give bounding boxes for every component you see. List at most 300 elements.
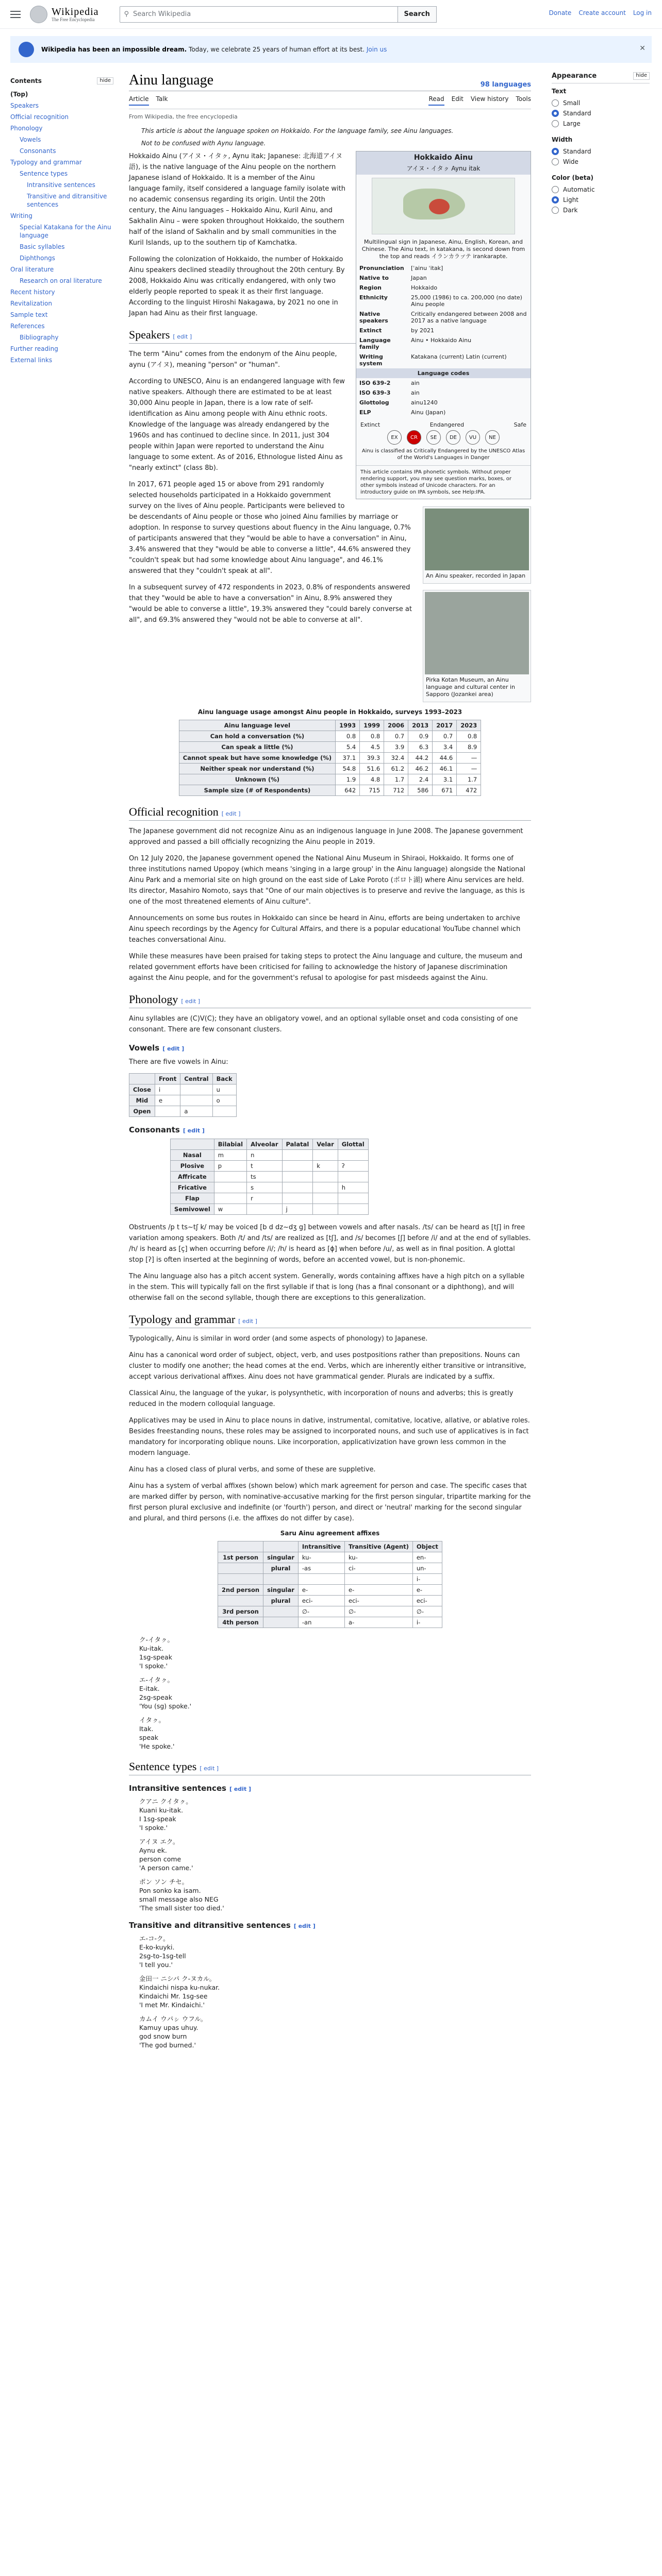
tab[interactable]: Tools: [516, 95, 531, 103]
hatnote: Not to be confused with Aynu language.: [141, 140, 266, 147]
row-header: Can hold a conversation (%): [179, 731, 335, 742]
edit-link[interactable]: [ edit ]: [173, 333, 192, 340]
banner-bold: Wikipedia has been an impossible dream.: [41, 46, 187, 53]
radio-icon[interactable]: [552, 158, 559, 165]
table-cell: 3.9: [384, 742, 408, 753]
gloss-line: small message also NEG: [139, 1895, 219, 1903]
example-glosses: [129, 1797, 531, 1912]
table-header-row: [179, 720, 481, 731]
scale-label: Safe: [514, 421, 526, 428]
table-cell: 5.4: [336, 742, 360, 753]
language-codes-header: Language codes: [356, 368, 531, 378]
infobox-row: [356, 378, 531, 388]
page-tabs: [129, 95, 531, 109]
banner-text: Today, we celebrate 25 years of human effort at its best.: [189, 46, 365, 53]
search-placeholder: Search Wikipedia: [133, 10, 191, 18]
paragraph: Ainu has a system of verbal affixes (shown below) which mark agreement for person and case. The specific cases that are marked differ by person, with nominative-accusative marking for the first person singular, tripartite marking for the first person plural exclusive and indefinite (or 'fourth') person, and direct or 'neutral' marking for the second singular and plural, and third persons (i.e. the affixes do not differ by case).: [129, 1482, 531, 1522]
table-cell: ∅-: [345, 1606, 413, 1617]
section-heading: [129, 1313, 531, 1328]
search-button[interactable]: Search: [398, 6, 437, 23]
toc-item[interactable]: Sentence types: [20, 170, 68, 177]
thumbnail[interactable]: [423, 590, 531, 702]
tab[interactable]: Edit: [451, 95, 464, 103]
table-row: [179, 753, 481, 764]
row-header: 4th person: [218, 1617, 263, 1628]
table-cell: 1.7: [384, 774, 408, 785]
toc-item[interactable]: Further reading: [10, 345, 58, 352]
infobox-row: [356, 352, 531, 368]
table-cell: t: [247, 1161, 282, 1172]
heading-text: Consonants: [129, 1125, 180, 1134]
gloss-line: 'I spoke.': [139, 1824, 168, 1832]
table-cell: n: [247, 1150, 282, 1161]
table-cell: [282, 1182, 313, 1193]
toc-item[interactable]: Oral literature: [10, 266, 54, 273]
table-row: [179, 764, 481, 774]
infobox-row: [356, 335, 531, 352]
column-header: Back: [212, 1074, 236, 1084]
survey-table: [179, 720, 481, 796]
table-cell: u: [212, 1084, 236, 1095]
table-cell: a-: [345, 1617, 413, 1628]
gloss-line: 金田一 ニシパ ク-ヌカル。: [139, 1975, 216, 1982]
gloss-line: 2sg-to-1sg-tell: [139, 1952, 186, 1960]
table-cell: i-: [412, 1617, 442, 1628]
column-header: [218, 1541, 263, 1552]
infobox-row: [356, 273, 531, 283]
search-input[interactable]: [120, 6, 398, 23]
table-cell: r: [247, 1193, 282, 1204]
ipa-notice: This article contains IPA phonetic symbols. Without proper rendering support, you may see question marks, boxes, or other symbols instead of Unicode characters. For an introductory guide on IPA symbols, see Help:IPA.: [356, 465, 531, 499]
gloss-line: Itak.: [139, 1725, 154, 1733]
toc-hide-button[interactable]: hide: [97, 77, 113, 84]
appearance-option[interactable]: [552, 195, 650, 205]
table-cell: w: [214, 1204, 246, 1215]
gloss-line: 2sg-speak: [139, 1693, 172, 1701]
header-link[interactable]: Create account: [578, 9, 626, 16]
appearance-option[interactable]: [552, 146, 650, 157]
gloss-line: Kuani ku-itak.: [139, 1806, 184, 1814]
infobox-key: Region: [359, 284, 382, 291]
infobox-value: Ainu (Japan): [411, 409, 446, 416]
gloss-example: [139, 2014, 531, 2049]
gloss-example: [139, 1716, 531, 1751]
radio-icon[interactable]: [552, 186, 559, 193]
paragraph: On 12 July 2020, the Japanese government opened the National Ainu Museum in Shiraoi, Hokkaido. It forms one of three institutions named Upopoy (which means 'singing in a large group' in the Ainu language) alongside the National Ainu Park and a memorial site on high ground on the east side of Lake Poroto (ポロト湖) where Ainu services are held. Its director, Masahiro Nomoto, says that "One of our main objectives is to preserve and revive the language, as this is one of the most threatened elements of Ainu culture".: [129, 855, 525, 906]
language-button[interactable]: 98 languages: [480, 81, 531, 89]
infobox-value: Hokkaido: [411, 284, 438, 291]
infobox-value: Katakana (current) Latin (current): [411, 353, 507, 360]
tab[interactable]: Talk: [156, 95, 168, 103]
table-row: [218, 1552, 442, 1563]
subsection-heading: [129, 1043, 531, 1053]
gloss-line: I 1sg-speak: [139, 1815, 176, 1823]
column-header: [263, 1541, 299, 1552]
scale-label: Extinct: [360, 421, 380, 428]
appearance-option[interactable]: [552, 118, 650, 129]
table-cell: 8.9: [457, 742, 481, 753]
table-cell: m: [214, 1150, 246, 1161]
intro-paragraph: Following the colonization of Hokkaido, the number of Hokkaido Ainu speakers declined steadily throughout the 20th century. By 2008, Hokkaido Ainu was critically endangered, with only two elderly people reported to speak it as their first language. According to the linguist Hiroshi Nakagawa, by 2021 no one in Japan had Ainu as their first language.: [129, 256, 345, 317]
radio-icon[interactable]: [552, 207, 559, 214]
table-cell: e-: [298, 1585, 344, 1596]
section-heading: [129, 993, 531, 1008]
table-cell: ∅-: [298, 1606, 344, 1617]
appearance-hide-button[interactable]: hide: [633, 72, 650, 80]
row-header: Semivowel: [171, 1204, 214, 1215]
endangerment-level: VU: [466, 430, 480, 445]
table-cell: eci-: [345, 1596, 413, 1606]
table-row: [129, 1084, 237, 1095]
table-cell: [313, 1193, 338, 1204]
toc-item[interactable]: Recent history: [10, 289, 55, 296]
table-cell: i-: [412, 1574, 442, 1585]
toc-item[interactable]: Bibliography: [20, 334, 59, 341]
table-cell: ku-: [345, 1552, 413, 1563]
row-header: 3rd person: [218, 1606, 263, 1617]
row-header: [263, 1606, 299, 1617]
infobox-key: Native to: [359, 275, 389, 281]
edit-link[interactable]: [ edit ]: [183, 1127, 205, 1134]
row-header: Can speak a little (%): [179, 742, 335, 753]
infobox-key: ELP: [359, 409, 371, 416]
infobox-row: [356, 398, 531, 408]
column-header: 2023: [457, 720, 481, 731]
infobox-value: by 2021: [411, 327, 434, 334]
row-header: [218, 1563, 263, 1574]
subsection-heading: [129, 1921, 531, 1930]
toc-item[interactable]: External links: [10, 357, 53, 364]
column-header: Velar: [313, 1139, 338, 1150]
paragraph: The Japanese government did not recognize Ainu as an indigenous language in June 2008. The Japanese government approved and passed a bill officially recognizing the Ainu people in 2019.: [129, 827, 523, 846]
endangerment-level: NE: [485, 430, 500, 445]
table-cell: [338, 1172, 368, 1182]
appearance-option[interactable]: [552, 184, 650, 195]
toc-item[interactable]: Speakers: [10, 102, 39, 109]
gloss-example: [139, 1974, 531, 2009]
table-cell: 0.8: [336, 731, 360, 742]
table-cell: [298, 1574, 344, 1585]
row-header: [218, 1574, 263, 1585]
table-cell: 32.4: [384, 753, 408, 764]
header-link[interactable]: Donate: [549, 9, 572, 16]
edit-label: edit: [167, 1045, 180, 1052]
gloss-line: クアニ クイタㇰ。: [139, 1798, 192, 1805]
table-cell: en-: [412, 1552, 442, 1563]
table-cell: [338, 1204, 368, 1215]
appearance-option[interactable]: [552, 205, 650, 215]
table-cell: [338, 1150, 368, 1161]
table-cell: e-: [345, 1585, 413, 1596]
gloss-line: 'The small sister too died.': [139, 1904, 224, 1912]
table-cell: [338, 1193, 368, 1204]
infobox-value: ain: [411, 389, 420, 396]
globe-icon: [30, 6, 47, 23]
option-label: Dark: [563, 207, 578, 214]
gloss-line: Aynu ek.: [139, 1846, 167, 1854]
toc-item[interactable]: Research on oral literature: [20, 277, 102, 284]
table-row: [129, 1095, 237, 1106]
table-row: [179, 731, 481, 742]
user-links: [549, 9, 652, 16]
edit-label: edit: [298, 1923, 311, 1929]
toc-item[interactable]: Writing: [10, 212, 32, 219]
edit-label: edit: [177, 333, 188, 340]
table-cell: o: [212, 1095, 236, 1106]
infobox-key: Extinct: [359, 327, 382, 334]
tab[interactable]: Read: [428, 95, 444, 106]
radio-icon[interactable]: [552, 110, 559, 117]
table-cell: 0.8: [457, 731, 481, 742]
scale-label: Endangered: [429, 421, 465, 428]
toc-item[interactable]: (Top): [10, 91, 28, 98]
heading-text: Vowels: [129, 1043, 160, 1053]
agreement-table: [218, 1541, 442, 1628]
toc-item[interactable]: Transitive and ditransitive sentences: [27, 193, 107, 208]
appearance-group: [552, 174, 650, 215]
toc-item[interactable]: Basic syllables: [20, 243, 65, 250]
heading-text: Typology and grammar: [129, 1313, 236, 1326]
infobox-key: ISO 639-2: [359, 380, 391, 386]
option-label: Standard: [563, 148, 591, 155]
paragraph: Typologically, Ainu is similar in word order (and some aspects of phonology) to Japanese.: [129, 1335, 428, 1343]
table-row: [218, 1606, 442, 1617]
paragraph: According to UNESCO, Ainu is an endangered language with few native speakers. Although there are estimated to be at least 30,000 Ainu people in Japan, there is a low rate of self-identification as Ainu among people with Ainu ethnic roots. Knowledge of the language was already endangered by the 1960s and has continued to decline since. In 2011, just 304 people within Japan were reported to understand the Ainu language to some extent. As of 2016, Ethnologue listed Ainu as "nearly extinct" (class 8b).: [129, 378, 345, 472]
infobox-title: Hokkaido Ainu: [356, 151, 531, 164]
infobox-key: Writing system: [359, 353, 383, 367]
infobox-key: Native speakers: [359, 311, 388, 324]
table-cell: 6.3: [408, 742, 433, 753]
table-cell: ci-: [345, 1563, 413, 1574]
table-cell: 586: [408, 785, 433, 796]
page-title: Ainu language: [129, 72, 214, 88]
table-cell: 51.6: [360, 764, 384, 774]
edit-link[interactable]: [ edit ]: [200, 1765, 219, 1772]
table-row: [171, 1182, 369, 1193]
table-header-row: [218, 1541, 442, 1552]
column-header: 1993: [336, 720, 360, 731]
infobox-key: Pronunciation: [359, 265, 404, 272]
table-cell: [313, 1172, 338, 1182]
museum-image[interactable]: [425, 592, 529, 674]
row-header: 2nd person: [218, 1585, 263, 1596]
table-cell: [313, 1182, 338, 1193]
appearance-option[interactable]: [552, 108, 650, 118]
column-header: Central: [180, 1074, 212, 1084]
gloss-line: 'I tell you.': [139, 1961, 173, 1969]
paragraph: In 2017, 671 people aged 15 or above from 291 randomly selected households participated in a Hokkaido government survey on the lives of Ainu people. Participants were believed to be descendants of Ainu people or those who joined Ainu families by marriage or adoption. In response to survey questions about fluency in the Ainu language, 0.7% of participants answered that they "would be able to have a conversation" in Ainu, 3.4% answered that they "would be able to converse a little", 44.6% answered they "couldn't speak but had some knowledge about Ainu language", and 46.1% answered that they "couldn't speak at all".: [129, 481, 411, 575]
gloss-example: [139, 1797, 531, 1832]
edit-label: edit: [204, 1765, 215, 1772]
gloss-line: 'I spoke.': [139, 1662, 168, 1670]
column-header: 2006: [384, 720, 408, 731]
row-header: Nasal: [171, 1150, 214, 1161]
table-cell: 3.4: [433, 742, 457, 753]
table-cell: -as: [298, 1563, 344, 1574]
video-thumbnail[interactable]: [425, 509, 529, 570]
table-row: [218, 1563, 442, 1574]
table-cell: [214, 1172, 246, 1182]
agreement-caption: Saru Ainu agreement affixes: [280, 1530, 380, 1537]
row-header: plural: [263, 1596, 299, 1606]
subsection-heading: [129, 1125, 531, 1134]
table-cell: [247, 1204, 282, 1215]
row-header: [263, 1574, 299, 1585]
gloss-line: Ku-itak.: [139, 1645, 164, 1652]
wikipedia-logo[interactable]: [30, 6, 99, 23]
infobox-native-name: アイヌ・イタㇰ Aynu itak: [356, 164, 531, 175]
infobox-row: [356, 408, 531, 417]
table-cell: eci-: [298, 1596, 344, 1606]
column-header: Intransitive: [298, 1541, 344, 1552]
toc-item[interactable]: Special Katakana for the Ainu language: [20, 224, 111, 239]
row-header: Unknown (%): [179, 774, 335, 785]
paragraph: The term "Ainu" comes from the endonym of the Ainu people, aynu (アイヌ), meaning "person" or "human".: [129, 350, 337, 369]
site-header: [0, 0, 662, 29]
join-link[interactable]: Join us: [366, 46, 387, 53]
gloss-line: Kamuy upas uhuy.: [139, 2024, 198, 2031]
heading-text: Intransitive sentences: [129, 1784, 226, 1793]
table-cell: s: [247, 1182, 282, 1193]
row-header: Sample size (# of Respondents): [179, 785, 335, 796]
toc-item[interactable]: Consonants: [20, 147, 56, 155]
table-cell: 671: [433, 785, 457, 796]
edit-link[interactable]: [ edit ]: [181, 998, 201, 1005]
toc-item[interactable]: References: [10, 323, 45, 330]
from-line: From Wikipedia, the free encyclopedia: [129, 113, 238, 120]
table-row: [218, 1596, 442, 1606]
infobox-value: ainu1240: [411, 399, 438, 406]
table-cell: 0.8: [360, 731, 384, 742]
column-header: Object: [412, 1541, 442, 1552]
table-cell: 61.2: [384, 764, 408, 774]
gloss-line: 1sg-speak: [139, 1653, 172, 1661]
gloss-line: god snow burn: [139, 2032, 187, 2040]
table-row: [179, 742, 481, 753]
radio-icon[interactable]: [552, 99, 559, 107]
infobox-row: [356, 283, 531, 293]
table-cell: [345, 1574, 413, 1585]
radio-icon[interactable]: [552, 196, 559, 204]
toc-item[interactable]: Official recognition: [10, 113, 69, 121]
radio-icon[interactable]: [552, 120, 559, 127]
table-row: [171, 1193, 369, 1204]
endangerment-level: CR: [407, 430, 421, 445]
edit-link[interactable]: [ edit ]: [293, 1923, 316, 1929]
infobox-caption: Multilingual sign in Japanese, Ainu, English, Korean, and Chinese. The Ainu text, in katakana, is second down from the top and reads イランカラㇷ゚テ irankarapte.: [361, 239, 525, 260]
table-cell: 1.7: [457, 774, 481, 785]
edit-link[interactable]: [ edit ]: [221, 810, 241, 817]
paragraph: Announcements on some bus routes in Hokkaido can since be heard in Ainu, efforts are being undertaken to archive Ainu speech recordings by the Agency for Cultural Affairs, and there is a popular educational YouTube channel which teaches conversational Ainu.: [129, 914, 521, 944]
table-cell: —: [457, 764, 481, 774]
appearance-option[interactable]: [552, 98, 650, 108]
table-row: [171, 1150, 369, 1161]
table-row: [171, 1204, 369, 1215]
table-cell: 44.6: [433, 753, 457, 764]
row-header: Mid: [129, 1095, 155, 1106]
thumbnail[interactable]: [423, 506, 531, 584]
paragraph: Classical Ainu, the language of the yukar, is polysynthetic, with incorporation of nouns and adverbs; this is greatly reduced in the modern colloquial language.: [129, 1389, 514, 1408]
table-cell: 46.2: [408, 764, 433, 774]
option-label: Small: [563, 99, 581, 107]
appearance-panel: [552, 72, 650, 223]
header-link[interactable]: Log in: [633, 9, 652, 16]
table-cell: j: [282, 1204, 313, 1215]
table-cell: k: [313, 1161, 338, 1172]
table-cell: 0.9: [408, 731, 433, 742]
appearance-group: [552, 136, 650, 167]
example-glosses: [129, 1934, 531, 2049]
edit-link[interactable]: [ edit ]: [229, 1786, 252, 1792]
gloss-line: E-ko-kuyki.: [139, 1943, 175, 1951]
infobox-value: Ainu • Hokkaido Ainu: [411, 337, 472, 344]
table-cell: 3.1: [433, 774, 457, 785]
table-cell: ts: [247, 1172, 282, 1182]
column-header: Ainu language level: [179, 720, 335, 731]
table-row: [218, 1585, 442, 1596]
close-icon[interactable]: ✕: [639, 44, 646, 53]
gloss-line: Kindaichi Mr. 1sg-see: [139, 1992, 208, 2000]
paragraph: Applicatives may be used in Ainu to place nouns in dative, instrumental, comitative, locative, allative, or ablative roles. Besides freestanding nouns, these roles may be assigned to incorporated nouns, and such use of applicatives is in fact mandatory for incorporating oblique nouns. Like incorporation, applicativization have grown less common in the modern language.: [129, 1417, 530, 1457]
row-header: singular: [263, 1552, 299, 1563]
infobox-image[interactable]: [372, 178, 515, 234]
table-row: [218, 1617, 442, 1628]
infobox-key: ISO 639-3: [359, 389, 391, 396]
table-cell: [282, 1172, 313, 1182]
paragraph: There are five vowels in Ainu:: [129, 1058, 228, 1066]
edit-link[interactable]: [ edit ]: [238, 1318, 257, 1325]
infobox-value: ain: [411, 380, 420, 386]
table-cell: [282, 1161, 313, 1172]
toc-item[interactable]: Vowels: [20, 136, 41, 143]
table-of-contents: [10, 77, 113, 366]
appearance-option[interactable]: [552, 157, 650, 167]
radio-icon[interactable]: [552, 148, 559, 155]
infobox-key: Ethnicity: [359, 294, 388, 301]
table-cell: 46.1: [433, 764, 457, 774]
appearance-title: Appearance: [552, 72, 597, 80]
table-cell: -an: [298, 1617, 344, 1628]
table-cell: 44.2: [408, 753, 433, 764]
column-header: Transitive (Agent): [345, 1541, 413, 1552]
toc-item[interactable]: Diphthongs: [20, 255, 55, 262]
subsection-heading: [129, 1784, 531, 1793]
row-header: Open: [129, 1106, 155, 1117]
toc-item[interactable]: Revitalization: [10, 300, 52, 307]
survey-caption: Ainu language usage amongst Ainu people in Hokkaido, surveys 1993–2023: [197, 708, 462, 716]
tab[interactable]: View history: [470, 95, 509, 103]
gloss-line: Kindaichi nispa ku-nukar.: [139, 1984, 220, 1991]
column-header: Glottal: [338, 1139, 368, 1150]
paragraph: While these measures have been praised for taking steps to protect the Ainu language and culture, the museum and related government efforts have been criticised for failing to acknowledge the history of Japanese discrimination against the Ainu people, and for the government's refusal to apologise for past misdeeds against the Ainu.: [129, 953, 523, 982]
paragraph: Ainu syllables are (C)V(C); they have an obligatory vowel, and an optional syllable onset and coda consisting of one consonant. There are few consonant clusters.: [129, 1015, 518, 1033]
gloss-line: person come: [139, 1855, 181, 1863]
toc-item[interactable]: Sample text: [10, 311, 48, 318]
toc-item[interactable]: Intransitive sentences: [27, 181, 95, 189]
gloss-line: ク-イタㇰ。: [139, 1636, 174, 1643]
toc-item[interactable]: Phonology: [10, 125, 43, 132]
toc-item[interactable]: Typology and grammar: [10, 159, 82, 166]
section-heading: [129, 805, 531, 821]
main-menu-icon[interactable]: [10, 11, 21, 18]
thumbnail-caption: An Ainu speaker, recorded in Japan: [426, 572, 526, 579]
edit-link[interactable]: [ edit ]: [162, 1045, 185, 1052]
column-header: 1999: [360, 720, 384, 731]
table-cell: [214, 1182, 246, 1193]
table-cell: i: [155, 1084, 180, 1095]
column-header: Alveolar: [247, 1139, 282, 1150]
tab[interactable]: Article: [129, 95, 149, 106]
